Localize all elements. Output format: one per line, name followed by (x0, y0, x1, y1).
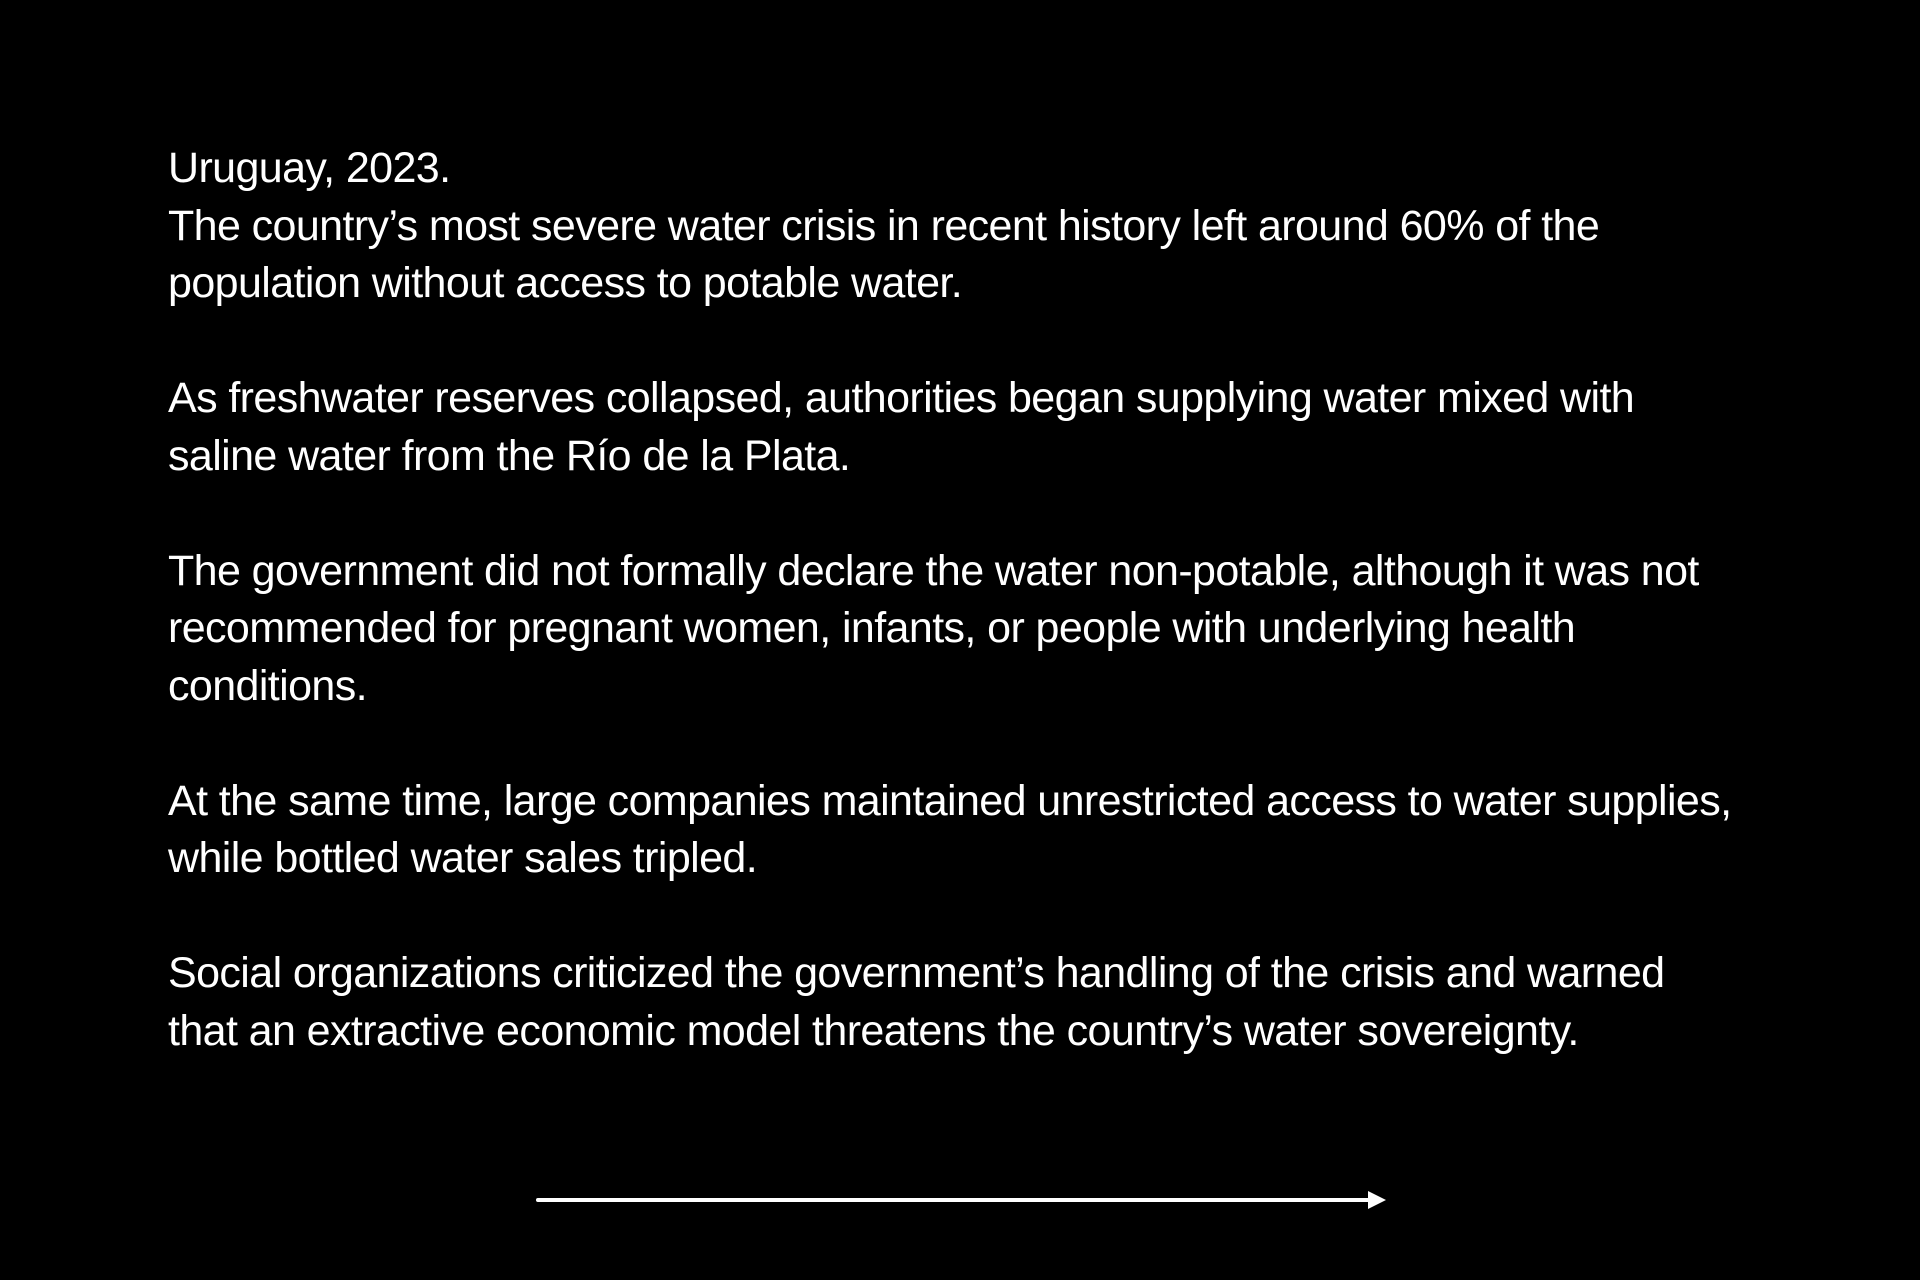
paragraph-line: population without access to potable water. (168, 259, 963, 307)
paragraph-line: The country’s most severe water crisis in recent history left around 60% of the (168, 201, 1600, 250)
paragraph-organizations (168, 945, 1788, 1060)
paragraph-intro (168, 140, 1788, 313)
paragraph-line: Uruguay, 2023. (168, 144, 451, 192)
paragraph-line: saline water from the Río de la Plata. (168, 431, 851, 480)
paragraph-line: Social organizations criticized the government’s handling of the crisis and warned (168, 949, 1665, 997)
arrow-right-icon[interactable] (536, 1186, 1388, 1214)
paragraph-government (168, 543, 1788, 716)
paragraph-companies (168, 773, 1788, 888)
paragraph-line: conditions. (168, 661, 367, 710)
text-block (168, 140, 1788, 1060)
paragraph-reserves (168, 370, 1788, 485)
paragraph-line: As freshwater reserves collapsed, authorities began supplying water mixed with (168, 374, 1635, 422)
paragraph-line: that an extractive economic model threatens the country’s water sovereignty. (168, 1006, 1579, 1055)
paragraph-line: At the same time, large companies maintained unrestricted access to water supplies, (168, 776, 1732, 825)
paragraph-line: while bottled water sales tripled. (168, 834, 758, 882)
paragraph-line: recommended for pregnant women, infants, or people with underlying health (168, 604, 1576, 652)
paragraph-line: The government did not formally declare the water non-potable, although it was not (168, 546, 1699, 595)
